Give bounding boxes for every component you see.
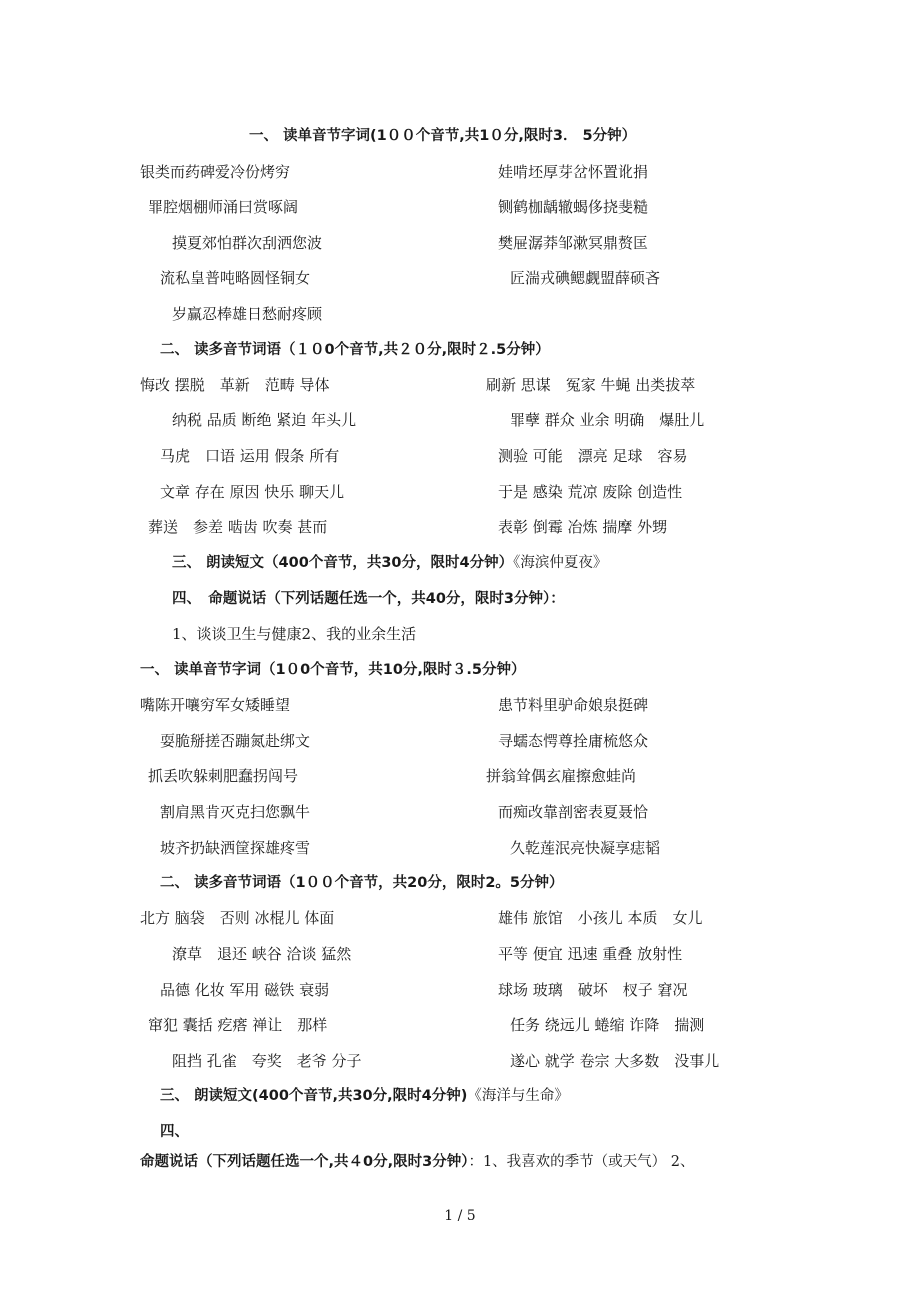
set2-s1-row1-left: 嘴陈开嚷穷军女矮睡望 xyxy=(140,696,291,714)
set1-topics: 1、谈谈卫生与健康2、我的业余生活 xyxy=(172,625,417,643)
set2-topics: ：1、我喜欢的季节（或天气） 2、 xyxy=(468,1154,695,1170)
set2-s1-row2-left: 耍脆掰搓否蹦氮赴绑文 xyxy=(160,732,311,750)
set2-s1-row3-right: 拼翁耸偶玄雇擦愈蛙尚 xyxy=(486,767,637,785)
set1-s2-row3-right: 测验 可能 漂亮 足球 容易 xyxy=(498,447,688,465)
set2-s1-row4-right: 而痴改靠剖密表夏聂恰 xyxy=(498,803,649,821)
set1-s1-row2-right: 铡鹤枷龋辙蝎侈挠斐糙 xyxy=(498,198,649,216)
set2-s1-row5-left: 坡齐扔缺洒筐探雄疼雪 xyxy=(160,839,311,857)
set1-section1-heading: 一、 读单音节字词(1００个音节,共1０分,限时3． 5分钟） xyxy=(249,128,637,144)
set1-s1-row3-right: 樊屉潺莽邹漱冥鼎赘匡 xyxy=(498,234,649,252)
set2-section3-label: 三、 朗读短文(400个音节,共30分,限时4分钟) xyxy=(160,1088,468,1104)
set1-s2-row4-left: 文章 存在 原因 快乐 聊天儿 xyxy=(160,483,345,501)
set1-s2-row4-right: 于是 感染 荒凉 废除 创造性 xyxy=(498,483,683,501)
set1-s1-row4-left: 流私皇普吨略圆怪铜女 xyxy=(160,269,311,287)
set1-section4-heading: 四、 命题说话（下列话题任选一个，共40分，限时3分钟）： xyxy=(172,591,565,607)
set2-s2-row2-left: 潦草 退还 峡谷 洽谈 猛然 xyxy=(172,945,352,963)
set2-s2-row1-left: 北方 脑袋 否则 冰棍儿 体面 xyxy=(140,909,335,927)
set1-section3-label: 三、 朗读短文（400个音节，共30分，限时4分钟） xyxy=(172,555,514,571)
set2-section3-heading xyxy=(160,1086,569,1106)
set1-s2-row2-left: 纳税 品质 断绝 紧迫 年头儿 xyxy=(172,411,357,429)
set2-s1-row2-right: 寻蠕态愕尊拴庸梳悠众 xyxy=(498,732,649,750)
set2-s2-row4-left: 窜犯 囊括 疙瘩 禅让 那样 xyxy=(148,1016,328,1034)
set1-s1-row1-right: 娃啃坯厚芽岔怀置讹捐 xyxy=(498,163,649,181)
set2-section4-label: 命题说话（下列话题任选一个,共４0分,限时3分钟） xyxy=(140,1154,469,1170)
set2-section1-heading: 一、 读单音节字词（1０0个音节，共10分,限时３.5分钟） xyxy=(140,662,526,678)
set1-s2-row2-right: 罪孽 群众 业余 明确 爆肚儿 xyxy=(510,411,705,429)
set2-s1-row5-right: 久乾莲泯亮快凝享痣韬 xyxy=(510,839,661,857)
set2-section4-number: 四、 xyxy=(160,1124,189,1140)
set1-s1-row3-left: 摸夏郊怕群次刮洒您波 xyxy=(172,234,323,252)
set2-section2-heading: 二、 读多音节词语（1００个音节，共20分，限时2。5分钟） xyxy=(160,875,564,891)
set2-s1-row3-left: 抓丢吹躲刺肥蠢拐闯号 xyxy=(148,767,299,785)
set1-s1-row1-left: 银类而药碑爱冷份烤穷 xyxy=(140,163,291,181)
set1-s1-row5-left: 岁赢忍棒雄日愁耐疼顾 xyxy=(172,305,323,323)
set2-s2-row5-right: 遂心 就学 卷宗 大多数 没事儿 xyxy=(510,1052,720,1070)
set2-s2-row5-left: 阻挡 孔雀 夸奖 老爷 分子 xyxy=(172,1052,362,1070)
set1-s2-row1-left: 悔改 摆脱 革新 范畴 导体 xyxy=(140,376,330,394)
set2-s2-row3-right: 球场 玻璃 破坏 杈子 窘况 xyxy=(498,981,688,999)
set2-section4-heading xyxy=(140,1152,695,1172)
set1-s1-row2-left: 罪腔烟棚师涌曰赏啄阔 xyxy=(148,198,299,216)
page-number: 1 / 5 xyxy=(444,1208,476,1224)
set1-s2-row5-right: 表彰 倒霉 冶炼 揣摩 外甥 xyxy=(498,518,668,536)
set2-s2-row1-right: 雄伟 旅馆 小孩儿 本质 女儿 xyxy=(498,909,703,927)
set2-s1-row1-right: 患节料里驴命娘泉挺碑 xyxy=(498,696,649,714)
set1-s2-row5-left: 葬送 参差 啮齿 吹奏 甚而 xyxy=(148,518,328,536)
set2-s1-row4-left: 割肩黑肯灭克扫您飘牛 xyxy=(160,803,311,821)
set1-passage-title: 《海滨仲夏夜》 xyxy=(513,555,608,571)
set1-section2-heading: 二、 读多音节词语（１０0个音节,共２０分,限时２.5分钟） xyxy=(160,342,550,358)
set1-s1-row4-right: 匠湍戎碘鳃觑盟薛硕吝 xyxy=(510,269,661,287)
set1-s2-row1-right: 刷新 思谋 冤家 牛蝇 出类拔萃 xyxy=(486,376,696,394)
set2-s2-row3-left: 品德 化妆 军用 磁铁 衰弱 xyxy=(160,981,330,999)
set2-s2-row4-right: 任务 绕远儿 蜷缩 诈降 揣测 xyxy=(510,1016,705,1034)
set2-passage-title: 《海洋与生命》 xyxy=(467,1088,569,1104)
set1-s2-row3-left: 马虎 口语 运用 假条 所有 xyxy=(160,447,340,465)
set1-section3-heading xyxy=(172,553,607,573)
set2-s2-row2-right: 平等 便宜 迅速 重叠 放射性 xyxy=(498,945,683,963)
